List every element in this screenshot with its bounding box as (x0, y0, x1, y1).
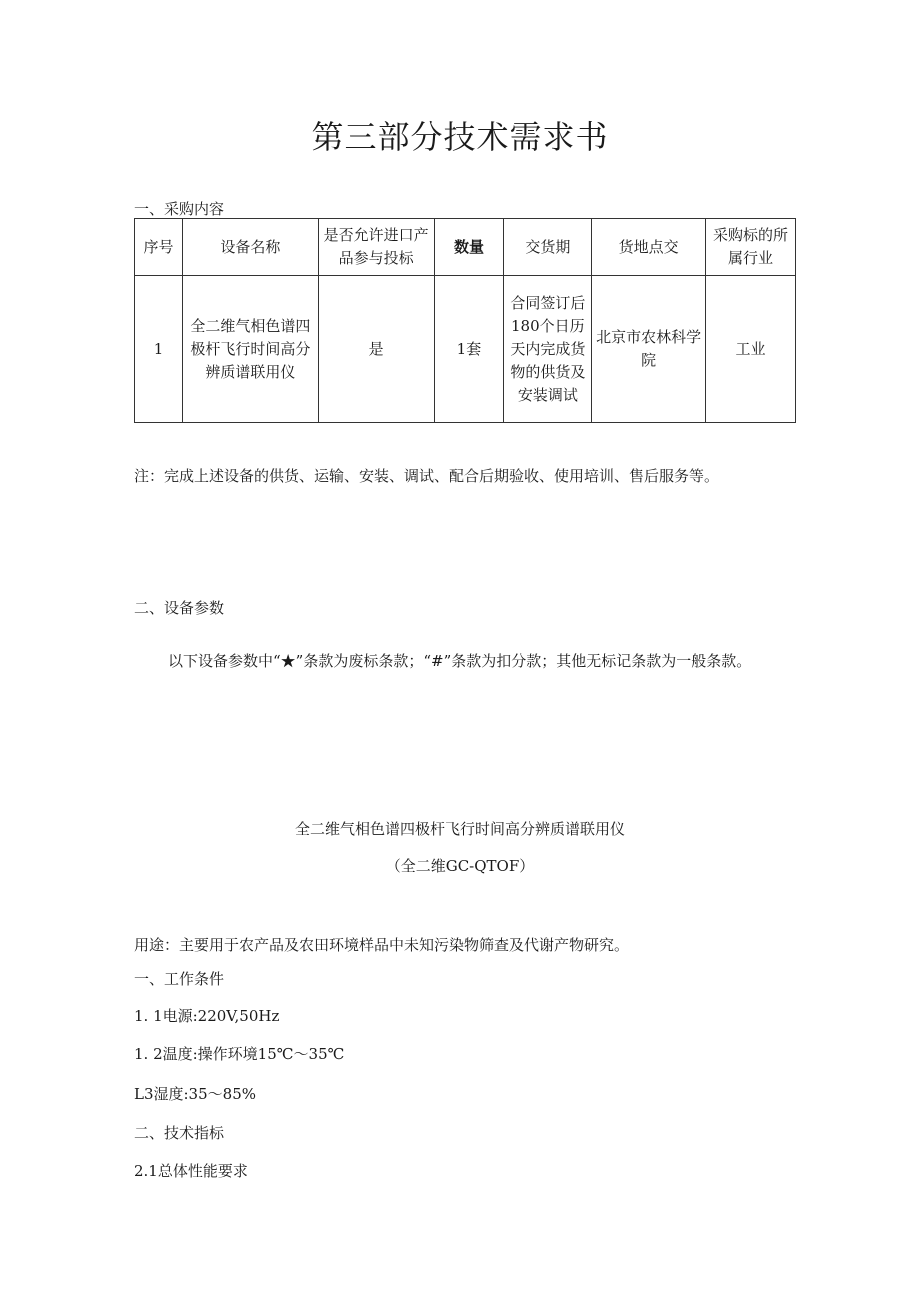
humidity-spec: L3湿度:35～85% (134, 1085, 256, 1103)
table-note: 注：完成上述设备的供货、运输、安装、调试、配合后期验收、使用培训、售后服务等。 (134, 467, 720, 485)
cell-delivery-period: 合同签订后180个日历天内完成货物的供货及安装调试 (504, 276, 592, 423)
power-spec: 1. 1电源:220V,50Hz (134, 1007, 280, 1025)
work-conditions-heading: 一、工作条件 (134, 970, 225, 988)
procurement-table (134, 218, 796, 423)
tech-specs-heading: 二、技术指标 (134, 1124, 225, 1142)
header-device-name: 设备名称 (182, 219, 318, 276)
cell-quantity: 1套 (434, 276, 504, 423)
header-quantity: 数量 (434, 219, 504, 276)
cell-import-allowed: 是 (318, 276, 434, 423)
overall-requirements: 2.1总体性能要求 (134, 1162, 248, 1180)
table-header-row (135, 219, 796, 276)
section-procurement-heading: 一、采购内容 (134, 200, 225, 218)
cell-delivery-location: 北京市农林科学院 (592, 276, 706, 423)
device-name-heading: 全二维气相色谱四极杆飞行时间高分辨质谱联用仪 (294, 820, 625, 838)
page-title: 第三部分技术需求书 (311, 118, 609, 156)
header-no: 序号 (135, 219, 183, 276)
params-paragraph: 以下设备参数中“★”条款为废标条款；“#”条款为扣分款；其他无标记条款为一般条款。 (168, 652, 752, 670)
cell-device-name: 全二维气相色谱四极杆飞行时间高分辨质谱联用仪 (182, 276, 318, 423)
temperature-spec: 1. 2温度:操作环境15℃～35℃ (134, 1045, 345, 1063)
device-model: （全二维GC-QTOF） (385, 857, 535, 875)
cell-industry: 工业 (706, 276, 796, 423)
section-params-heading: 二、设备参数 (134, 599, 225, 617)
header-industry: 采购标的所属行业 (706, 219, 796, 276)
device-usage: 用途：主要用于农产品及农田环境样品中未知污染物筛查及代谢产物研究。 (134, 936, 630, 954)
cell-no: 1 (135, 276, 183, 423)
header-delivery-location: 货地点交 (592, 219, 706, 276)
header-import-allowed: 是否允许进口产品参与投标 (318, 219, 434, 276)
header-delivery-period: 交货期 (504, 219, 592, 276)
table-row (135, 276, 796, 423)
